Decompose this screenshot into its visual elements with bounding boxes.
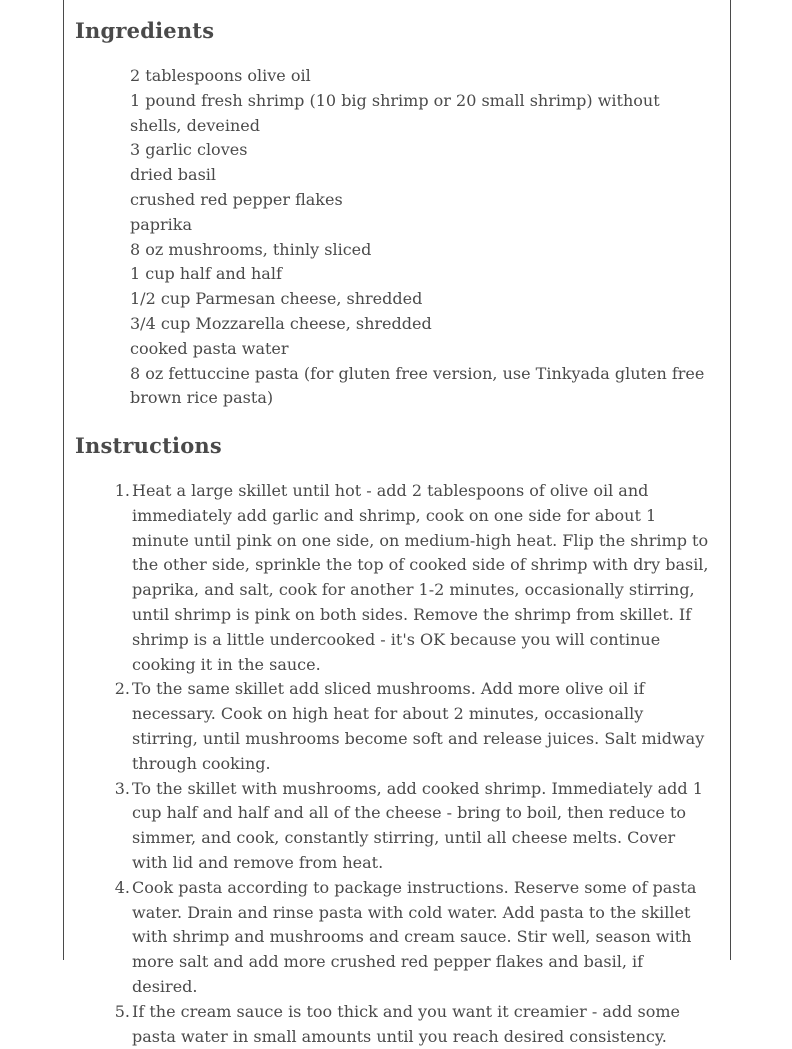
- step-number: 1.: [114, 481, 130, 500]
- step-number: 2.: [114, 679, 130, 699]
- ingredient-item: 1 pound fresh shrimp (10 big shrimp or 20 small shrimp) without shells, deveined: [130, 90, 660, 135]
- instructions-list: [114, 479, 712, 1049]
- ingredient-item: dried basil: [130, 165, 217, 185]
- ingredient-item: 1/2 cup Parmesan cheese, shredded: [130, 289, 423, 309]
- ingredient-item: crushed red pepper flakes: [130, 189, 343, 209]
- step-text: Cook pasta according to package instructions. Reserve some of pasta water. Drain and rinse pasta with cold water. Add pasta to the skillet with shrimp and mushrooms and cream sauce. Stir well, season with more salt and add more crushed red pepper flakes and basil, if desired.: [132, 877, 697, 996]
- ingredient-item: 3/4 cup Mozzarella cheese, shredded: [130, 313, 432, 333]
- step-text: Heat a large skillet until hot - add 2 tablespoons of olive oil and immediately add garlic and shrimp, cook on one side for about 1 minute until pink on one side, on medium-high heat. Flip the shrimp to the other side, sprinkle the top of cooked side of shrimp with dry basil, paprika, and salt, cook for another 1-2 minutes, occasionally stirring, until shrimp is pink on both sides. Remove the shrimp from skillet. If shrimp is a little undercooked - it's OK because you will continue cooking it in the sauce.: [132, 481, 709, 674]
- step-text: If the cream sauce is too thick and you want it creamier - add some pasta water in small amounts until you reach desired consistency.: [132, 1001, 680, 1046]
- ingredient-item: 8 oz fettuccine pasta (for gluten free version, use Tinkyada gluten free brown rice pasta): [130, 363, 705, 408]
- ingredients-list: [130, 64, 710, 411]
- instruction-step: [114, 876, 712, 1000]
- instruction-step: [114, 777, 712, 876]
- ingredient-item: 3 garlic cloves: [130, 140, 248, 160]
- ingredient-item: cooked pasta water: [130, 338, 289, 358]
- instruction-step: [114, 1000, 712, 1049]
- instruction-step: [114, 677, 712, 776]
- ingredient-item: paprika: [130, 214, 193, 234]
- ingredients-heading: Ingredients: [75, 18, 215, 43]
- step-text: To the same skillet add sliced mushrooms. Add more olive oil if necessary. Cook on high heat for about 2 minutes, occasionally stirring, until mushrooms become soft and release juices. Salt midway through cooking.: [132, 679, 705, 773]
- step-number: 4.: [114, 877, 130, 897]
- instructions-heading: Instructions: [75, 433, 222, 458]
- step-text: To the skillet with mushrooms, add cooked shrimp. Immediately add 1 cup half and half and all of the cheese - bring to boil, then reduce to simmer, and cook, constantly stirring, until all cheese melts. Cover with lid and remove from heat.: [132, 778, 703, 872]
- ingredient-item: 1 cup half and half: [130, 264, 282, 284]
- step-number: 3.: [114, 778, 130, 798]
- ingredient-item: 8 oz mushrooms, thinly sliced: [130, 239, 372, 259]
- instruction-step: [114, 479, 712, 677]
- recipe-page: [63, 0, 731, 1046]
- ingredient-item: 2 tablespoons olive oil: [130, 66, 311, 85]
- step-number: 5.: [114, 1001, 130, 1021]
